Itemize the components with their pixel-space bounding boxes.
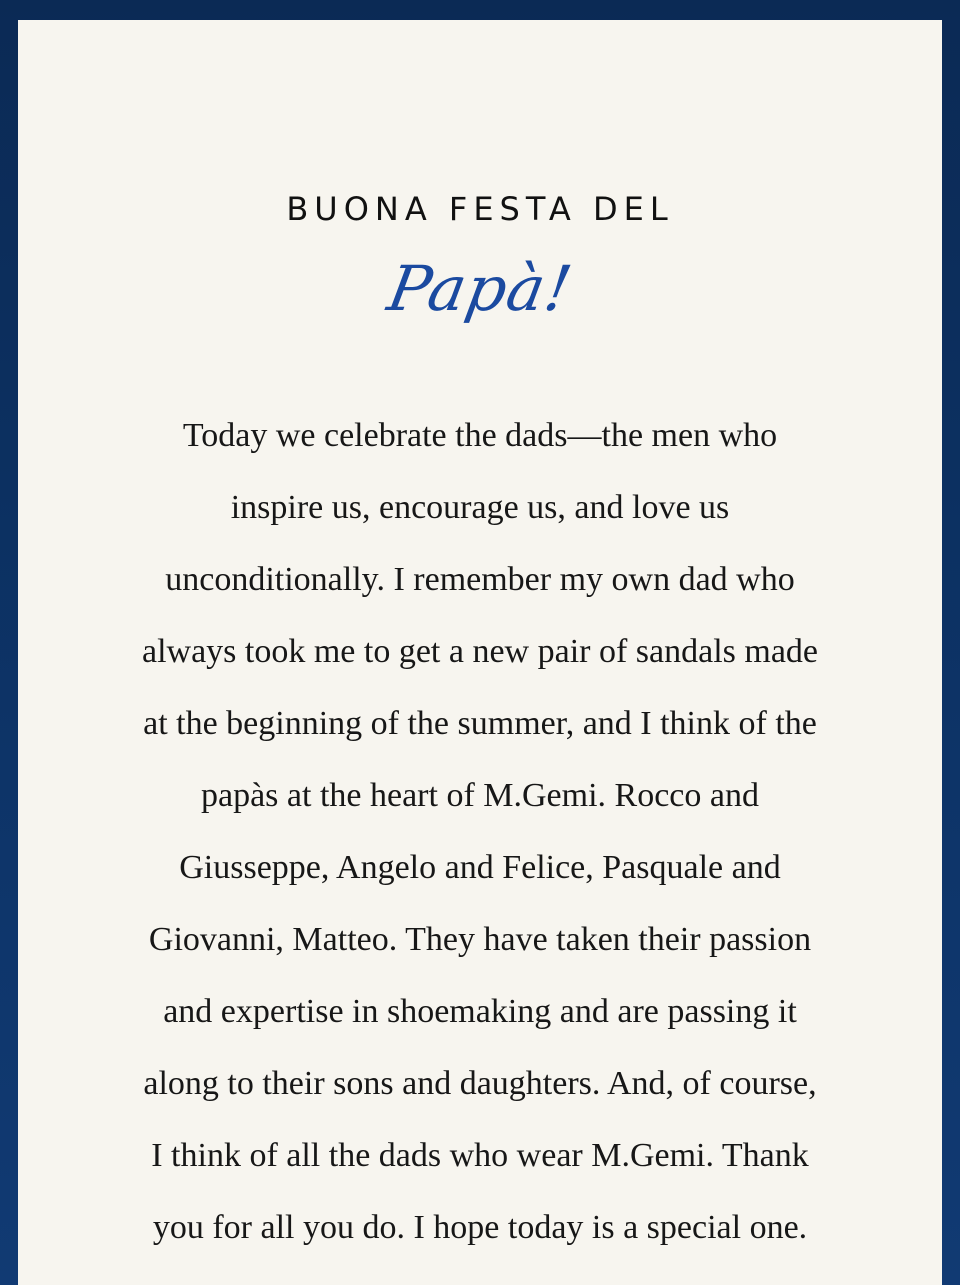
- message-line: inspire us, encourage us, and love us: [230, 489, 730, 526]
- message-line: Giovanni, Matteo. They have taken their passion: [148, 921, 812, 958]
- message-line: Today we celebrate the dads—the men who: [182, 417, 778, 454]
- message-line: papàs at the heart of M.Gemi. Rocco and: [201, 777, 759, 814]
- message-line: at the beginning of the summer, and I think of the: [143, 705, 817, 742]
- message-body: [123, 400, 837, 1264]
- message-line: along to their sons and daughters. And, of course,: [143, 1065, 817, 1102]
- heading-script-wrap: [18, 252, 942, 325]
- message-line: Giusseppe, Angelo and Felice, Pasquale and: [179, 849, 781, 886]
- heading-kicker: BUONA FESTA DEL: [286, 190, 674, 228]
- heading-script: Papà!: [382, 252, 578, 325]
- message-line: and expertise in shoemaking and are passing it: [163, 993, 797, 1030]
- message-line: you for all you do. I hope today is a special one.: [152, 1209, 808, 1246]
- letter-card: [18, 20, 942, 1285]
- message-line: always took me to get a new pair of sandals made: [141, 633, 818, 670]
- message-line: unconditionally. I remember my own dad who: [165, 561, 795, 598]
- message-line: I think of all the dads who wear M.Gemi. Thank: [151, 1137, 809, 1174]
